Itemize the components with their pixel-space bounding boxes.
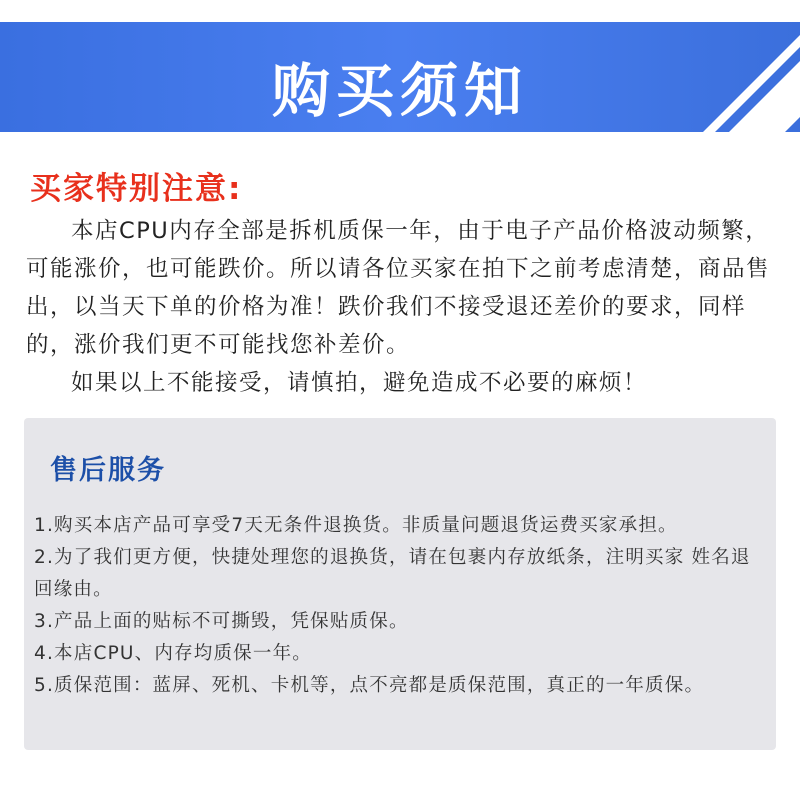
- page-title: 购买须知: [271, 57, 528, 125]
- after-sales-title: 售后服务: [50, 455, 166, 486]
- list-item: 1.购买本店产品可享受7天无条件退换货。非质量问题退货运费买家承担。: [34, 515, 678, 536]
- list-item: 5.质保范围：蓝屏、死机、卡机等，点不亮都是质保范围，真正的一年质保。: [34, 675, 705, 696]
- notice-title: 买家特别注意:: [30, 171, 243, 207]
- after-sales-panel: [24, 418, 776, 750]
- notice-paragraph: 本店CPU内存全部是拆机质保一年，由于电子产品价格波动频繁，可能涨价，也可能跌价。所以请各位买家在拍下之前考虑清楚，商品售出，以当天下单的价格为准！跌价我们不接受退还差价的要求，同样的，涨价我们更不可能找您补差价。: [26, 218, 771, 358]
- list-item: 3.产品上面的贴标不可撕毁，凭保贴质保。: [34, 611, 409, 632]
- notice-paragraph: 如果以上不能接受，请慎拍，避免造成不必要的麻烦！: [71, 370, 648, 396]
- notice-body: [26, 212, 778, 402]
- after-sales-list: [34, 510, 770, 702]
- header-banner: [0, 22, 800, 132]
- list-item: 4.本店CPU、内存均质保一年。: [34, 643, 312, 664]
- list-item: 2.为了我们更方便，快捷处理您的退换货，请在包裹内存放纸条，注明买家 姓名退回缘由。: [34, 547, 751, 600]
